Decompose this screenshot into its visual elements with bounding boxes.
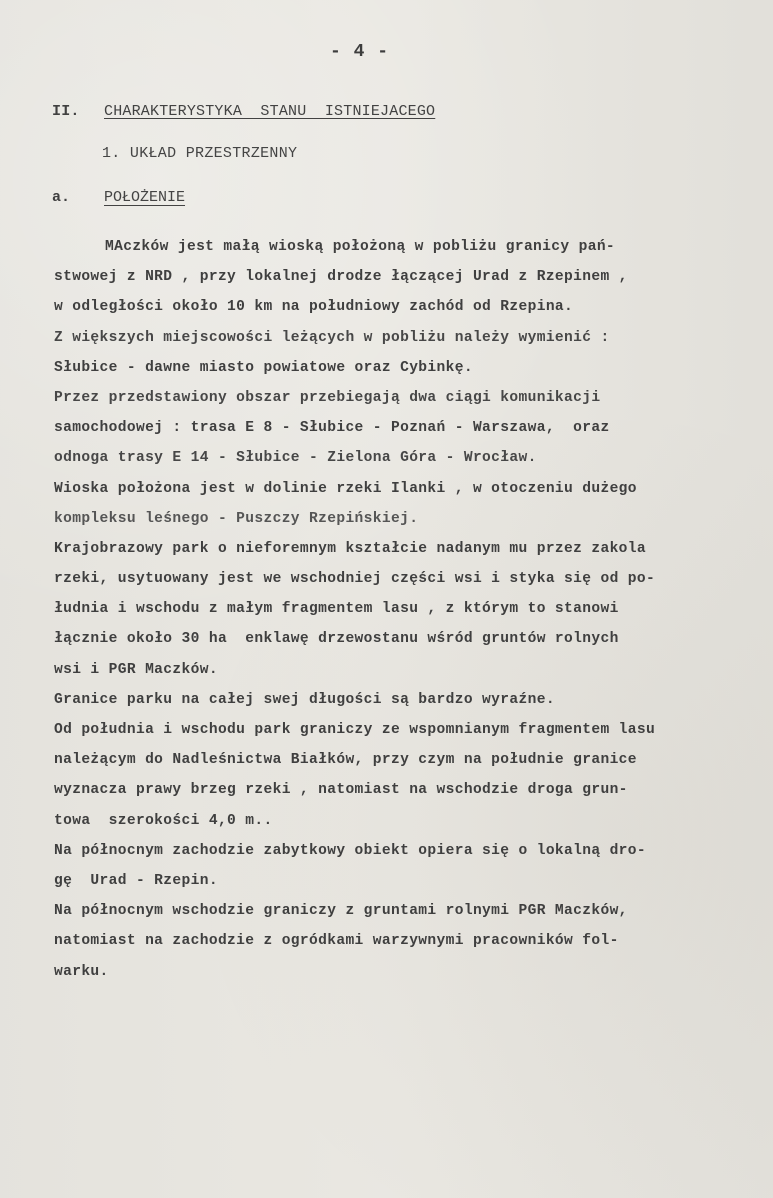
body-line: Na północnym wschodzie graniczy z gruntami rolnymi PGR Maczków, bbox=[54, 903, 628, 920]
body-text bbox=[54, 232, 754, 987]
body-line: warku. bbox=[54, 963, 109, 980]
body-line: gę Urad - Rzepin. bbox=[54, 872, 218, 889]
section-title: CHARAKTERYSTYKA STANU ISTNIEJACEGO bbox=[104, 103, 436, 120]
subsubsection-letter: a. bbox=[52, 189, 71, 206]
body-line: odnoga trasy E 14 - Słubice - Zielona Góra - Wrocław. bbox=[54, 450, 537, 467]
section-number: II. bbox=[52, 103, 80, 120]
body-line: Od południa i wschodu park graniczy ze wspomnianym fragmentem lasu bbox=[54, 722, 656, 738]
body-line: MAczków jest małą wioską położoną w pobliżu granicy pań- bbox=[105, 239, 616, 255]
body-line: wyznacza prawy brzeg rzeki , natomiast na wschodzie droga grun- bbox=[54, 782, 628, 799]
body-line: łudnia i wschodu z małym fragmentem lasu , z którym to stanowi bbox=[54, 601, 619, 618]
body-line: stwowej z NRD , przy lokalnej drodze łączącej Urad z Rzepinem , bbox=[54, 269, 628, 286]
body-line: Krajobrazowy park o nieforemnym kształcie nadanym mu przez zakola bbox=[54, 540, 646, 557]
body-line: kompleksu leśnego - Puszczy Rzepińskiej. bbox=[54, 510, 419, 527]
body-line: natomiast na zachodzie z ogródkami warzywnymi pracowników fol- bbox=[54, 933, 619, 950]
subsection-heading: 1. UKŁAD PRZESTRZENNY bbox=[102, 145, 298, 162]
body-line: łącznie około 30 ha enklawę drzewostanu wśród gruntów rolnych bbox=[54, 631, 619, 648]
body-line: Słubice - dawne miasto powiatowe oraz Cybinkę. bbox=[54, 359, 473, 376]
body-line: towa szerokości 4,0 m.. bbox=[54, 812, 273, 829]
body-line: Na północnym zachodzie zabytkowy obiekt opiera się o lokalną dro- bbox=[54, 842, 646, 859]
body-line: wsi i PGR Maczków. bbox=[54, 661, 218, 678]
body-line: Przez przedstawiony obszar przebiegają dwa ciągi komunikacji bbox=[54, 389, 601, 406]
body-line: w odległości około 10 km na południowy zachód od Rzepina. bbox=[54, 299, 574, 316]
body-line: Wioska położona jest w dolinie rzeki Ilanki , w otoczeniu dużego bbox=[54, 480, 637, 497]
body-line: rzeki, usytuowany jest we wschodniej części wsi i styka się od po- bbox=[54, 571, 656, 588]
subsubsection-title: POŁOŻENIE bbox=[104, 189, 186, 206]
body-line: Z większych miejscowości leżących w pobliżu należy wymienić : bbox=[54, 329, 610, 346]
body-line: należącym do Nadleśnictwa Białków, przy czym na południe granice bbox=[54, 752, 637, 769]
body-line: samochodowej : trasa E 8 - Słubice - Poznań - Warszawa, oraz bbox=[54, 420, 610, 437]
page-number: - 4 - bbox=[330, 42, 390, 62]
body-line: Granice parku na całej swej długości są bardzo wyraźne. bbox=[54, 691, 555, 708]
